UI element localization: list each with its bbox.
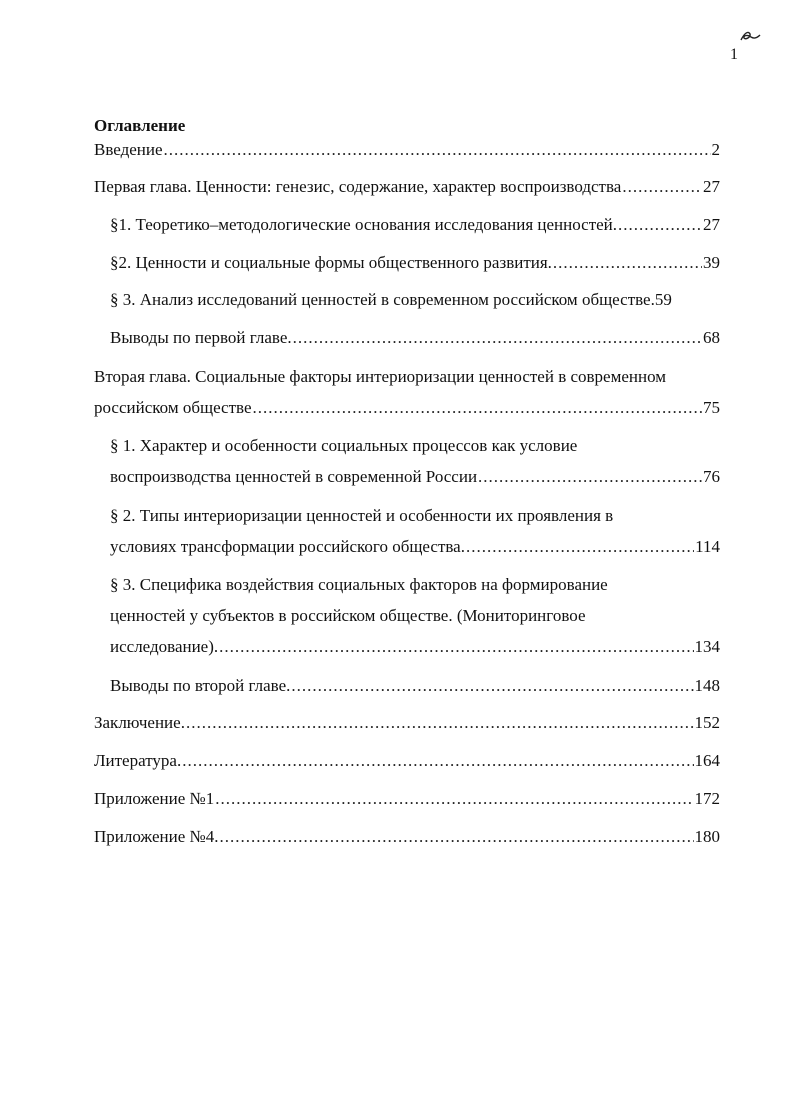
toc-entry-page: 75 <box>703 398 720 417</box>
page-number: 1 <box>730 46 738 63</box>
toc-entry-text: Литература. <box>94 751 182 770</box>
toc-entry-appendix-4[interactable] <box>94 827 720 847</box>
toc-entry-text: § 3. Анализ исследований ценностей в современном российском обществе. <box>110 290 655 309</box>
toc-entry-text: условиях трансформации российского общества. <box>110 537 465 556</box>
toc-entry-ch2-sec3-line2[interactable]: ценностей у субъектов в российском обществе. (Мониторинговое <box>110 606 586 625</box>
toc-entry-page: 68 <box>703 328 720 347</box>
toc-entry-ch2-sec2-line1[interactable]: § 2. Типы интериоризации ценностей и особенности их проявления в <box>110 506 614 525</box>
toc-entry-conclusion[interactable] <box>94 713 720 733</box>
toc-entry-ch1-conclusions[interactable] <box>110 328 720 348</box>
toc-entry-page: 27 <box>703 215 720 234</box>
toc-entry-chapter-2[interactable] <box>94 398 720 418</box>
toc-entry-text: Приложение №1 <box>94 789 215 808</box>
toc-entry-ch2-sec3[interactable] <box>110 637 720 657</box>
toc-entry-text: §1. Теоретико–методологические основания исследования ценностей. <box>110 215 618 234</box>
toc-entry-page: 164 <box>694 751 720 770</box>
toc-entry-chapter-1[interactable] <box>94 177 720 197</box>
toc-entry-chapter-2-line1[interactable]: Вторая глава. Социальные факторы интериоризации ценностей в современном <box>94 367 667 386</box>
toc-entry-page: 27 <box>703 177 720 196</box>
toc-entry-page: 2 <box>711 140 720 159</box>
toc-entry-page: 76 <box>703 467 720 486</box>
toc-entry-text: Первая глава. Ценности: генезис, содержание, характер воспроизводства <box>94 177 622 196</box>
toc-entry-ch2-conclusions[interactable] <box>110 676 720 696</box>
toc-entry-appendix-1[interactable] <box>94 789 720 809</box>
toc-entry-ch2-sec2[interactable] <box>110 537 720 557</box>
toc-entry-page: 134 <box>694 637 720 656</box>
toc-entry-text: исследование). <box>110 637 219 656</box>
toc-entry-page: 114 <box>695 537 720 556</box>
toc-entry-page: 148 <box>694 676 720 695</box>
toc-entry-page: 59 <box>654 290 672 309</box>
toc-entry-ch1-sec1[interactable] <box>110 215 720 235</box>
toc-entry-ch2-sec3-line1[interactable]: § 3. Специфика воздействия социальных факторов на формирование <box>110 575 608 594</box>
toc-title: Оглавление <box>94 116 186 135</box>
toc-entry-page: 39 <box>703 253 720 272</box>
handwritten-page-mark-icon <box>738 28 762 48</box>
toc-entry-page: 180 <box>694 827 720 846</box>
toc-entry-ch2-sec1-line1[interactable]: § 1. Характер и особенности социальных процессов как условие <box>110 436 578 455</box>
toc-entry-text: Заключение. <box>94 713 185 732</box>
toc-entry-text: Выводы по второй главе. <box>110 676 291 695</box>
toc-entry-ch2-sec1[interactable] <box>110 467 720 487</box>
toc-entry-text: Приложение №4. <box>94 827 219 846</box>
toc-entry-ch1-sec3[interactable] <box>110 290 720 310</box>
toc-entry-text: §2. Ценности и социальные формы общественного развития. <box>110 253 552 272</box>
toc-entry-literature[interactable] <box>94 751 720 771</box>
toc-entry-text: воспроизводства ценностей в современной России <box>110 467 478 486</box>
toc-entry-page: 172 <box>694 789 720 808</box>
toc-entry-text: российском обществе <box>94 398 252 417</box>
toc-entry-introduction[interactable] <box>94 140 720 160</box>
toc-entry-text: Выводы по первой главе. <box>110 328 292 347</box>
toc-entry-page: 152 <box>694 713 720 732</box>
toc-entry-text: Введение <box>94 140 163 159</box>
toc-entry-ch1-sec2[interactable] <box>110 253 720 273</box>
